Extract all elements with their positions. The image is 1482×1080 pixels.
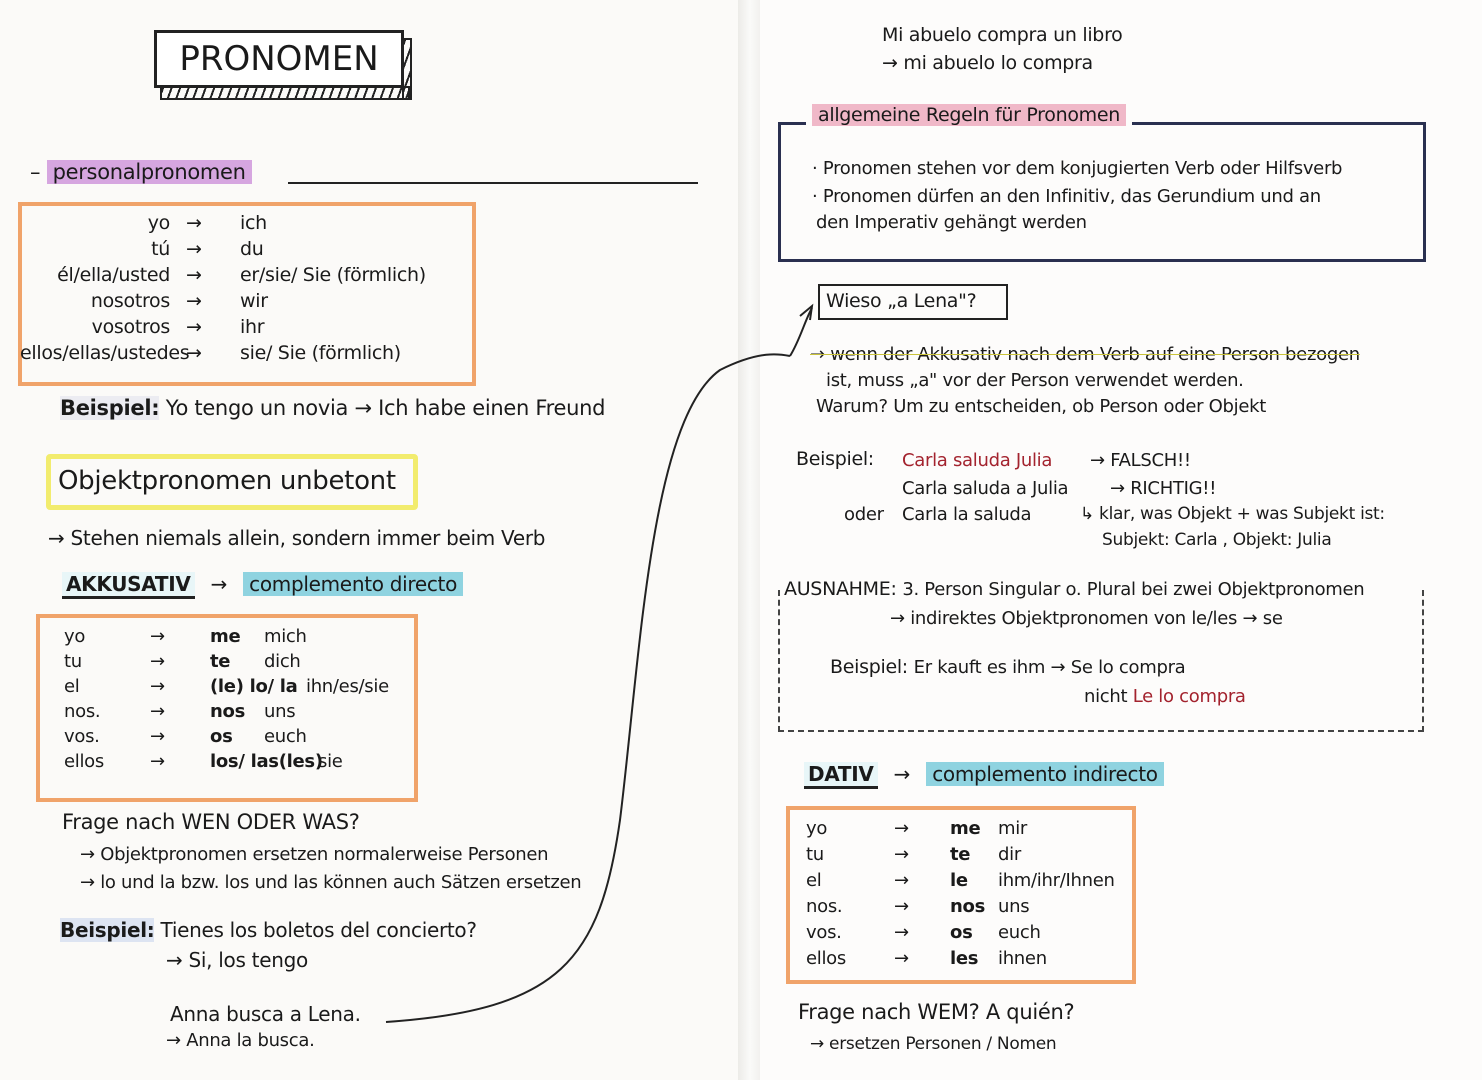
frage-wem-note: → ersetzen Personen / Nomen — [810, 1034, 1057, 1054]
akk-arrow: → — [150, 626, 165, 647]
dativ-es: tu — [806, 844, 824, 865]
wieso-line-1-text: → wenn der Akkusativ nach dem Verb auf eine Person bezogen — [810, 344, 1360, 365]
personal-header: – personalpronomen — [30, 160, 252, 184]
dativ-es: yo — [806, 818, 828, 839]
wieso-line-2: ist, muss „a" vor der Person verwendet werden. — [826, 370, 1244, 391]
dativ-es: vos. — [806, 922, 842, 943]
akkusativ-tag: complemento directo — [243, 572, 463, 596]
akk-es: yo — [64, 626, 86, 647]
dativ-de: ihm/ihr/Ihnen — [998, 870, 1115, 891]
objekt-note: → Stehen niemals allein, sondern immer beim Verb — [48, 526, 546, 550]
bsp-3: Carla la saluda — [902, 504, 1032, 525]
objekt-header: Objektpronomen unbetont — [58, 466, 396, 496]
dativ-pron: les — [950, 948, 979, 969]
bsp-1: Carla saluda Julia — [902, 450, 1053, 471]
personal-de: du — [240, 238, 264, 260]
frage-wen: Frage nach WEN ODER WAS? — [62, 810, 360, 834]
page-title: PRONOMEN — [154, 30, 404, 88]
dativ-arrow: → — [893, 762, 911, 786]
ausnahme-line-2: → indirektes Objektpronomen von le/les → se — [890, 608, 1283, 629]
akk-pron: (le) lo/ la — [210, 676, 298, 697]
beispiel-2-answer: → Si, los tengo — [166, 948, 308, 972]
personal-arrow: → — [186, 342, 202, 364]
dativ-label: DATIV — [804, 762, 878, 789]
regel-3: den Imperativ gehängt werden — [816, 212, 1087, 233]
bsp-oder: oder — [844, 504, 884, 525]
akkusativ-header — [62, 572, 463, 596]
personal-arrow: → — [186, 290, 202, 312]
bsp-3-result-2: Subjekt: Carla , Objekt: Julia — [1102, 530, 1332, 550]
ausnahme-wrong: Le lo compra — [1132, 686, 1246, 707]
personal-arrow: → — [186, 238, 202, 260]
dativ-pron: le — [950, 870, 968, 891]
beispiel-1-label: Beispiel: — [60, 396, 160, 420]
dativ-pron: nos — [950, 896, 985, 917]
akkusativ-label: AKKUSATIV — [62, 572, 195, 599]
akk-pron: me — [210, 626, 241, 647]
dativ-de: euch — [998, 922, 1041, 943]
akk-pron: te — [210, 651, 231, 672]
regeln-header-label: allgemeine Regeln für Pronomen — [812, 104, 1126, 126]
akk-es: nos. — [64, 701, 101, 722]
akk-arrow: → — [150, 701, 165, 722]
personal-es: nosotros — [90, 290, 170, 312]
ausnahme-bsp-label: Beispiel: — [830, 656, 908, 678]
personal-es: tú — [151, 238, 170, 260]
akk-pron: os — [210, 726, 233, 747]
beispiel-2-label: Beispiel: — [60, 918, 155, 942]
dativ-de: dir — [998, 844, 1021, 865]
frage-note-2: → lo und la bzw. los und las können auch Sätzen ersetzen — [80, 872, 582, 893]
page-fold — [738, 0, 762, 1080]
akk-es: vos. — [64, 726, 100, 747]
akkusativ-arrow: → — [210, 572, 228, 596]
dativ-es: nos. — [806, 896, 843, 917]
akk-es: el — [64, 676, 80, 697]
personal-de: ihr — [240, 316, 265, 338]
beispiel-2 — [60, 918, 477, 942]
akk-arrow: → — [150, 751, 165, 772]
bsp-label: Beispiel: — [796, 448, 874, 470]
akk-arrow: → — [150, 651, 165, 672]
akk-de: mich — [264, 626, 307, 647]
dativ-header — [804, 762, 1164, 786]
personal-de: ich — [240, 212, 267, 234]
dativ-pron: os — [950, 922, 973, 943]
personal-de: sie/ Sie (förmlich) — [240, 342, 401, 364]
akk-arrow: → — [150, 676, 165, 697]
personal-es: ellos/ellas/ustedes — [20, 342, 190, 364]
dativ-arrow-row: → — [894, 870, 909, 891]
regel-1: · Pronomen stehen vor dem konjugierten Verb oder Hilfsverb — [812, 158, 1343, 179]
anna-replacement: → Anna la busca. — [166, 1030, 315, 1051]
personal-arrow: → — [186, 264, 202, 286]
ausnahme-nicht-label: nicht — [1084, 686, 1128, 707]
frage-wem: Frage nach WEM? A quién? — [798, 1000, 1075, 1024]
dativ-de: mir — [998, 818, 1028, 839]
akk-es: ellos — [64, 751, 104, 772]
bsp-2: Carla saluda a Julia — [902, 478, 1069, 499]
akk-de: euch — [264, 726, 307, 747]
personal-es: él/ella/usted — [57, 264, 170, 286]
ausnahme-beispiel — [830, 656, 1185, 678]
dativ-arrow-row: → — [894, 922, 909, 943]
beispiel-2-text: Tienes los boletos del concierto? — [160, 918, 477, 942]
ausnahme-nicht — [1084, 686, 1246, 707]
dativ-tag: complemento indirecto — [926, 762, 1164, 786]
akk-pron: nos — [210, 701, 245, 722]
akk-de: sie — [318, 751, 343, 772]
personal-de: wir — [240, 290, 268, 312]
anna-sentence: Anna busca a Lena. — [170, 1002, 361, 1026]
akk-arrow: → — [150, 726, 165, 747]
beispiel-1-text: Yo tengo un novia → Ich habe einen Freund — [165, 396, 606, 420]
dativ-arrow-row: → — [894, 896, 909, 917]
akk-de: uns — [264, 701, 296, 722]
bsp-3-result: ↳ klar, was Objekt + was Subjekt ist: — [1080, 504, 1385, 524]
akk-pron: los/ las(les) — [210, 751, 323, 772]
ausnahme-line-1: 3. Person Singular o. Plural bei zwei Objektpronomen — [902, 579, 1365, 600]
dativ-es: el — [806, 870, 822, 891]
dativ-pron: te — [950, 844, 971, 865]
top-example: Mi abuelo compra un libro — [882, 24, 1123, 46]
personal-es: vosotros — [91, 316, 170, 338]
bsp-1-result: → FALSCH!! — [1090, 450, 1191, 471]
beispiel-1 — [60, 396, 605, 420]
personal-header-rule — [288, 182, 698, 184]
ausnahme-label: AUSNAHME: — [784, 578, 897, 600]
dativ-pron: me — [950, 818, 981, 839]
ausnahme-bsp-text: Er kauft es ihm → Se lo compra — [913, 657, 1186, 678]
akk-es: tu — [64, 651, 82, 672]
dativ-arrow-row: → — [894, 948, 909, 969]
dativ-arrow-row: → — [894, 844, 909, 865]
title-shadow — [160, 86, 410, 100]
akk-de: ihn/es/sie — [306, 676, 389, 697]
bsp-2-result: → RICHTIG!! — [1110, 478, 1217, 499]
dativ-de: uns — [998, 896, 1030, 917]
wieso-title: Wieso „a Lena"? — [826, 290, 977, 312]
frage-note-1: → Objektpronomen ersetzen normalerweise Personen — [80, 844, 549, 865]
dativ-de: ihnen — [998, 948, 1047, 969]
personal-de: er/sie/ Sie (förmlich) — [240, 264, 426, 286]
regeln-header — [806, 104, 1132, 126]
dativ-es: ellos — [806, 948, 846, 969]
akk-de: dich — [264, 651, 301, 672]
personal-es: yo — [147, 212, 170, 234]
ausnahme-title — [784, 578, 1364, 600]
wieso-line-1 — [810, 344, 1360, 365]
regel-2: · Pronomen dürfen an den Infinitiv, das Gerundium und an — [812, 186, 1321, 207]
personal-arrow: → — [186, 212, 202, 234]
top-example-replaced: → mi abuelo lo compra — [882, 52, 1093, 74]
personal-header-label: personalpronomen — [47, 160, 252, 184]
dativ-arrow-row: → — [894, 818, 909, 839]
personal-arrow: → — [186, 316, 202, 338]
wieso-line-3: Warum? Um zu entscheiden, ob Person oder Objekt — [816, 396, 1267, 417]
